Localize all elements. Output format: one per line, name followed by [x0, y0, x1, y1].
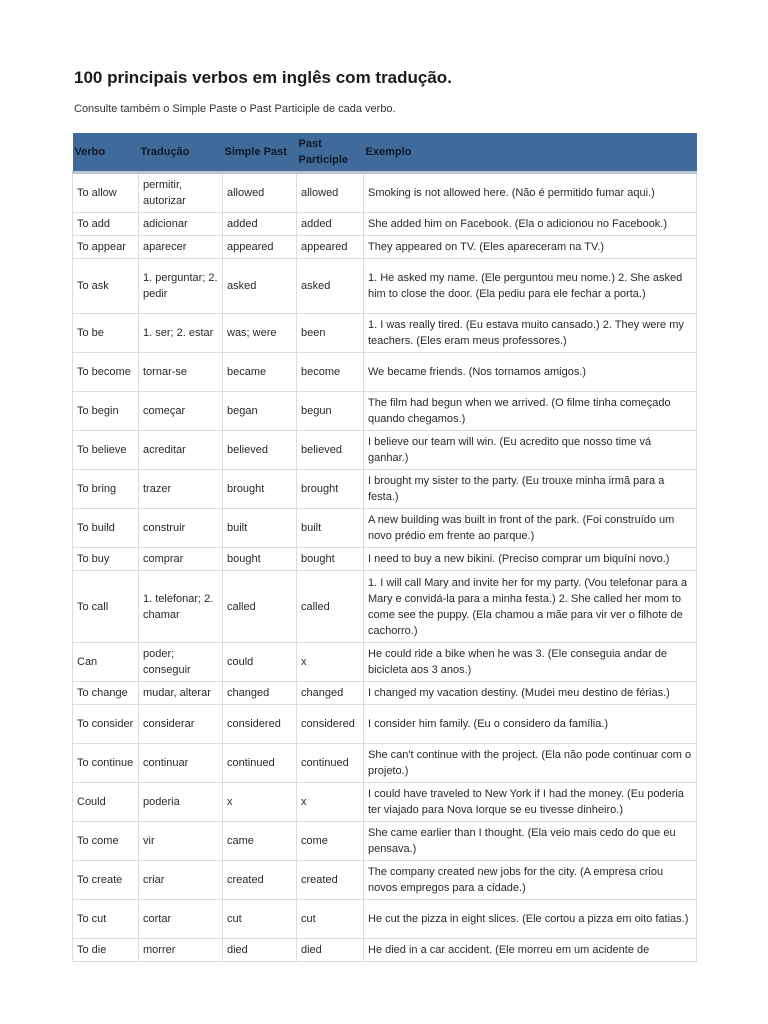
page-title: 100 principais verbos em inglês com tradução.: [74, 68, 452, 87]
cell-simple-past: died: [223, 939, 297, 962]
cell-past-participle: x: [297, 643, 364, 682]
cell-translation: poderia: [139, 783, 223, 822]
cell-simple-past: added: [223, 213, 297, 236]
cell-example: He died in a car accident. (Ele morreu em um acidente de: [364, 939, 697, 962]
cell-simple-past: was; were: [223, 314, 297, 353]
cell-verb: Can: [73, 643, 139, 682]
cell-translation: considerar: [139, 705, 223, 744]
table-row: [73, 392, 697, 431]
cell-simple-past: believed: [223, 431, 297, 470]
cell-translation: criar: [139, 861, 223, 900]
cell-verb: To bring: [73, 470, 139, 509]
cell-verb: To begin: [73, 392, 139, 431]
cell-simple-past: created: [223, 861, 297, 900]
cell-verb: To allow: [73, 173, 139, 213]
table-row: [73, 861, 697, 900]
cell-translation: cortar: [139, 900, 223, 939]
table-row: [73, 705, 697, 744]
cell-simple-past: continued: [223, 744, 297, 783]
cell-simple-past: x: [223, 783, 297, 822]
table-row: [73, 643, 697, 682]
table-row: [73, 431, 697, 470]
cell-past-participle: asked: [297, 259, 364, 314]
cell-simple-past: bought: [223, 548, 297, 571]
cell-past-participle: come: [297, 822, 364, 861]
table-row: [73, 571, 697, 643]
cell-translation: trazer: [139, 470, 223, 509]
cell-past-participle: considered: [297, 705, 364, 744]
cell-past-participle: added: [297, 213, 364, 236]
cell-past-participle: changed: [297, 682, 364, 705]
cell-translation: tornar-se: [139, 353, 223, 392]
cell-translation: 1. ser; 2. estar: [139, 314, 223, 353]
cell-example: We became friends. (Nos tornamos amigos.): [364, 353, 697, 392]
cell-simple-past: considered: [223, 705, 297, 744]
table-row: [73, 548, 697, 571]
cell-translation: adicionar: [139, 213, 223, 236]
cell-example: He could ride a bike when he was 3. (Ele conseguia andar de bicicleta aos 3 anos.): [364, 643, 697, 682]
cell-verb: To add: [73, 213, 139, 236]
cell-simple-past: built: [223, 509, 297, 548]
cell-past-participle: built: [297, 509, 364, 548]
cell-past-participle: been: [297, 314, 364, 353]
cell-past-participle: begun: [297, 392, 364, 431]
cell-translation: poder; conseguir: [139, 643, 223, 682]
cell-verb: Could: [73, 783, 139, 822]
cell-translation: 1. perguntar; 2. pedir: [139, 259, 223, 314]
cell-simple-past: began: [223, 392, 297, 431]
cell-past-participle: cut: [297, 900, 364, 939]
table-row: [73, 236, 697, 259]
cell-verb: To build: [73, 509, 139, 548]
cell-simple-past: called: [223, 571, 297, 643]
table-header-row: [73, 133, 697, 173]
cell-example: I changed my vacation destiny. (Mudei meu destino de férias.): [364, 682, 697, 705]
cell-simple-past: brought: [223, 470, 297, 509]
cell-verb: To ask: [73, 259, 139, 314]
cell-simple-past: came: [223, 822, 297, 861]
cell-translation: construir: [139, 509, 223, 548]
cell-translation: começar: [139, 392, 223, 431]
table-row: [73, 173, 697, 213]
cell-example: The company created new jobs for the city. (A empresa criou novos empregos para a cidade.): [364, 861, 697, 900]
cell-verb: To come: [73, 822, 139, 861]
cell-simple-past: asked: [223, 259, 297, 314]
cell-past-participle: died: [297, 939, 364, 962]
table-row: [73, 900, 697, 939]
cell-verb: To die: [73, 939, 139, 962]
cell-past-participle: called: [297, 571, 364, 643]
cell-translation: comprar: [139, 548, 223, 571]
cell-translation: mudar, alterar: [139, 682, 223, 705]
cell-verb: To appear: [73, 236, 139, 259]
cell-past-participle: x: [297, 783, 364, 822]
cell-translation: acreditar: [139, 431, 223, 470]
table-row: [73, 744, 697, 783]
cell-example: I consider him family. (Eu o considero da família.): [364, 705, 697, 744]
cell-translation: aparecer: [139, 236, 223, 259]
cell-example: 1. I was really tired. (Eu estava muito cansado.) 2. They were my teachers. (Eles eram meus professores.): [364, 314, 697, 353]
cell-example: 1. I will call Mary and invite her for my party. (Vou telefonar para a Mary e convidá-la para a minha festa.) 2. She called her mom to come see the puppy. (Ela chamou a mãe para vir ver o filhote de cachorro.): [364, 571, 697, 643]
cell-example: I believe our team will win. (Eu acredito que nosso time vá ganhar.): [364, 431, 697, 470]
cell-example: 1. He asked my name. (Ele perguntou meu nome.) 2. She asked him to close the door. (Ela pediu para ele fechar a porta.): [364, 259, 697, 314]
cell-past-participle: appeared: [297, 236, 364, 259]
table-row: [73, 939, 697, 962]
cell-verb: To consider: [73, 705, 139, 744]
table-row: [73, 314, 697, 353]
cell-simple-past: changed: [223, 682, 297, 705]
cell-verb: To create: [73, 861, 139, 900]
cell-verb: To become: [73, 353, 139, 392]
cell-example: I need to buy a new bikini. (Preciso comprar um biquíni novo.): [364, 548, 697, 571]
cell-verb: To call: [73, 571, 139, 643]
cell-translation: 1. telefonar; 2. chamar: [139, 571, 223, 643]
cell-example: She came earlier than I thought. (Ela veio mais cedo do que eu pensava.): [364, 822, 697, 861]
cell-example: A new building was built in front of the park. (Foi construído um novo prédio em frente ao parque.): [364, 509, 697, 548]
cell-verb: To continue: [73, 744, 139, 783]
table-row: [73, 509, 697, 548]
cell-example: I brought my sister to the party. (Eu trouxe minha irmã para a festa.): [364, 470, 697, 509]
cell-past-participle: created: [297, 861, 364, 900]
verbs-table: [72, 133, 697, 962]
cell-example: The film had begun when we arrived. (O filme tinha começado quando chegamos.): [364, 392, 697, 431]
cell-verb: To believe: [73, 431, 139, 470]
cell-simple-past: could: [223, 643, 297, 682]
page-subtitle: Consulte também o Simple Paste o Past Participle de cada verbo.: [74, 103, 396, 115]
cell-simple-past: cut: [223, 900, 297, 939]
cell-example: He cut the pizza in eight slices. (Ele cortou a pizza em oito fatias.): [364, 900, 697, 939]
cell-past-participle: continued: [297, 744, 364, 783]
cell-translation: permitir, autorizar: [139, 173, 223, 213]
cell-example: I could have traveled to New York if I had the money. (Eu poderia ter viajado para Nova Iorque se eu tivesse dinheiro.): [364, 783, 697, 822]
cell-example: She can't continue with the project. (Ela não pode continuar com o projeto.): [364, 744, 697, 783]
table-row: [73, 353, 697, 392]
cell-verb: To change: [73, 682, 139, 705]
header-verb: Verbo: [73, 133, 139, 173]
cell-past-participle: believed: [297, 431, 364, 470]
cell-past-participle: brought: [297, 470, 364, 509]
cell-past-participle: become: [297, 353, 364, 392]
table-row: [73, 470, 697, 509]
header-translation: Tradução: [139, 133, 223, 173]
table-row: [73, 682, 697, 705]
table-row: [73, 213, 697, 236]
cell-simple-past: allowed: [223, 173, 297, 213]
cell-example: She added him on Facebook. (Ela o adicionou no Facebook.): [364, 213, 697, 236]
cell-translation: continuar: [139, 744, 223, 783]
table-row: [73, 783, 697, 822]
cell-past-participle: allowed: [297, 173, 364, 213]
table-row: [73, 822, 697, 861]
cell-past-participle: bought: [297, 548, 364, 571]
cell-simple-past: appeared: [223, 236, 297, 259]
cell-verb: To cut: [73, 900, 139, 939]
cell-verb: To buy: [73, 548, 139, 571]
header-past-participle: Past Participle: [297, 133, 364, 173]
cell-simple-past: became: [223, 353, 297, 392]
cell-example: They appeared on TV. (Eles apareceram na TV.): [364, 236, 697, 259]
table-row: [73, 259, 697, 314]
table-body: [73, 173, 697, 962]
cell-verb: To be: [73, 314, 139, 353]
cell-example: Smoking is not allowed here. (Não é permitido fumar aqui.): [364, 173, 697, 213]
header-example: Exemplo: [364, 133, 697, 173]
cell-translation: morrer: [139, 939, 223, 962]
header-simple-past: Simple Past: [223, 133, 297, 173]
cell-translation: vir: [139, 822, 223, 861]
